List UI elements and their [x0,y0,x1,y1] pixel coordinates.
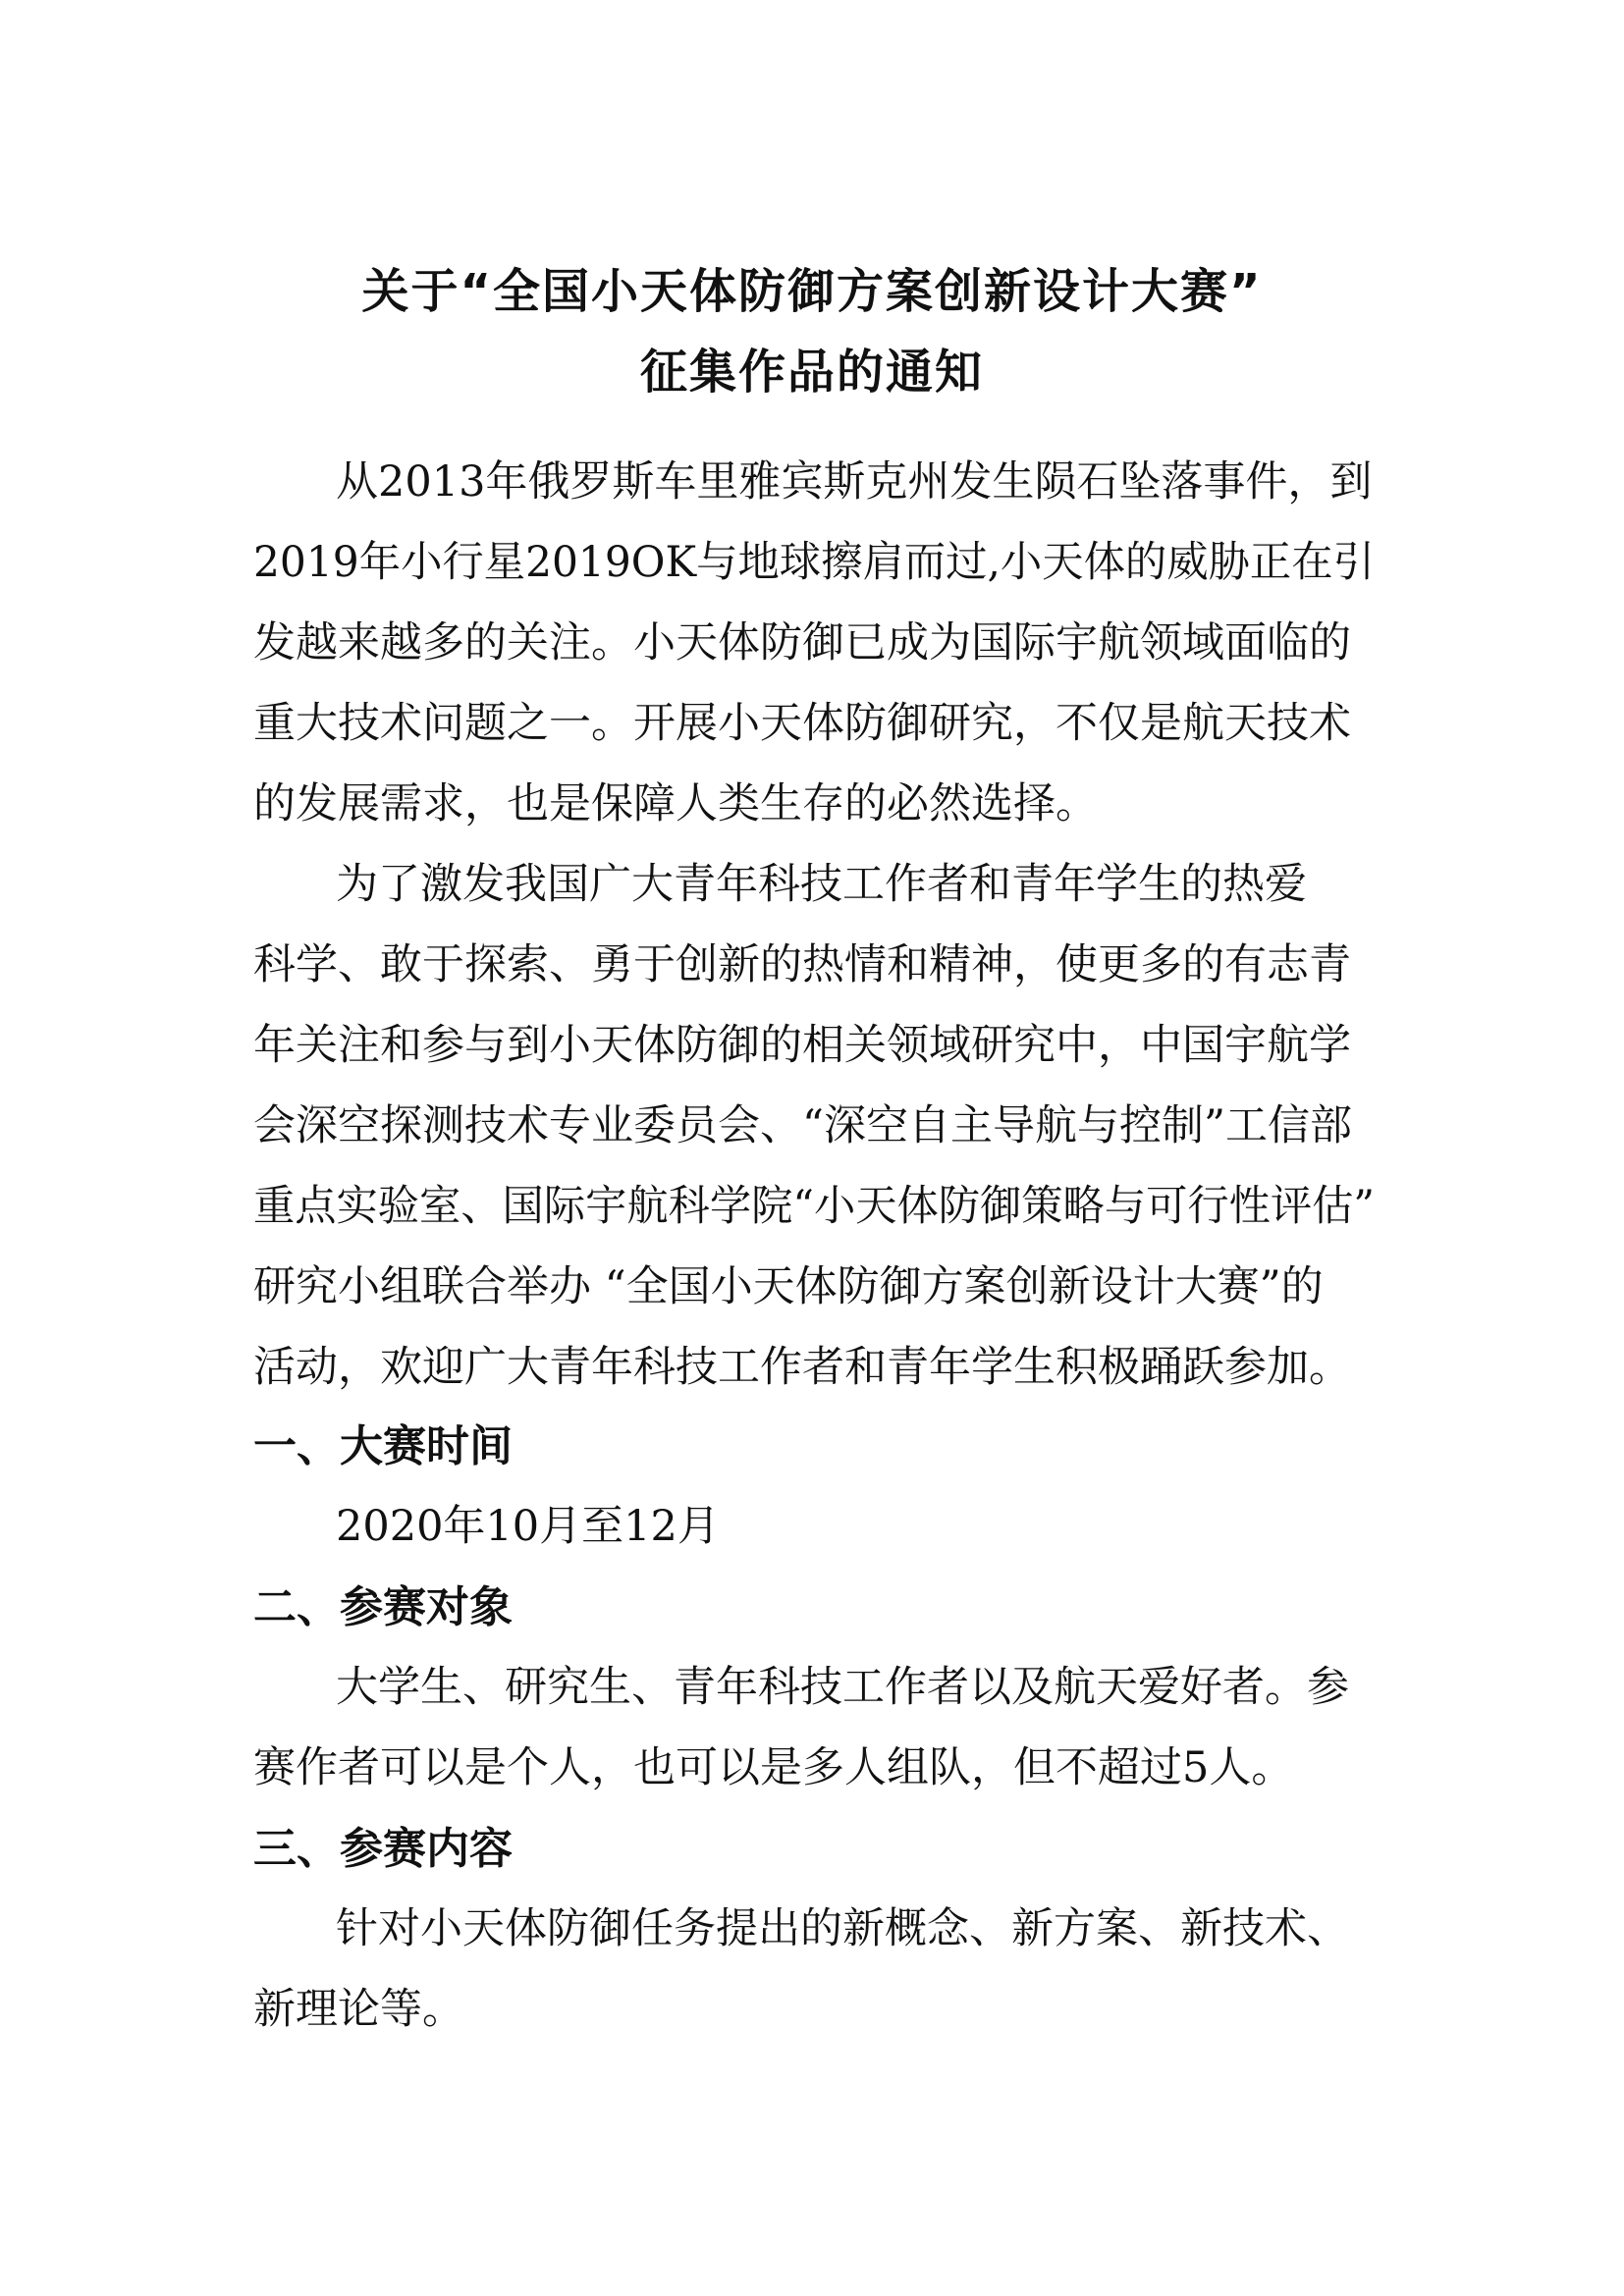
paragraph-1-line-5: 的发展需求，也是保障人类生存的必然选择。 [253,779,1098,828]
paragraph-1-line-2: 2019年小行星2019OK与地球擦肩而过,小天体的威胁正在引 [253,538,1375,587]
section-2-line-1: 大学生、研究生、青年科技工作者以及航天爱好者。参 [336,1663,1349,1712]
document-title-line-2: 征集作品的通知 [639,345,984,400]
paragraph-2-line-1: 为了激发我国广大青年科技工作者和青年学生的热爱 [336,860,1307,909]
section-2-line-2: 赛作者可以是个人，也可以是多人组队，但不超过5人。 [253,1743,1294,1792]
paragraph-2-line-2: 科学、敢于探索、勇于创新的热情和精神，使更多的有志青 [253,940,1351,989]
paragraph-1-line-1: 从2013年俄罗斯车里雅宾斯克州发生陨石坠落事件，到 [336,457,1373,507]
paragraph-2-line-7: 活动，欢迎广大青年科技工作者和青年学生积极踊跃参加。 [253,1343,1351,1392]
section-heading-participants: 二、参赛对象 [253,1582,513,1632]
paragraph-2-line-3: 年关注和参与到小天体防御的相关领域研究中，中国宇航学 [253,1021,1351,1070]
paragraph-2-line-5: 重点实验室、国际宇航科学院“小天体防御策略与可行性评估” [253,1182,1375,1231]
section-1-line-1: 2020年10月至12月 [336,1502,720,1551]
section-3-line-2: 新理论等。 [253,1985,464,2034]
paragraph-2-line-4: 会深空探测技术专业委员会、“深空自主导航与控制”工信部 [253,1101,1352,1150]
section-3-line-1: 针对小天体防御任务提出的新概念、新方案、新技术、 [336,1904,1349,1953]
section-heading-content: 三、参赛内容 [253,1824,513,1874]
paragraph-1-line-4: 重大技术问题之一。开展小天体防御研究，不仅是航天技术 [253,699,1351,748]
document-title-line-1: 关于“全国小天体防御方案创新设计大赛” [361,264,1263,319]
paragraph-2-line-6: 研究小组联合举办 “全国小天体防御方案创新设计大赛”的 [253,1262,1324,1311]
paragraph-1-line-3: 发越来越多的关注。小天体防御已成为国际宇航领域面临的 [253,618,1351,667]
section-heading-time: 一、大赛时间 [253,1421,513,1471]
